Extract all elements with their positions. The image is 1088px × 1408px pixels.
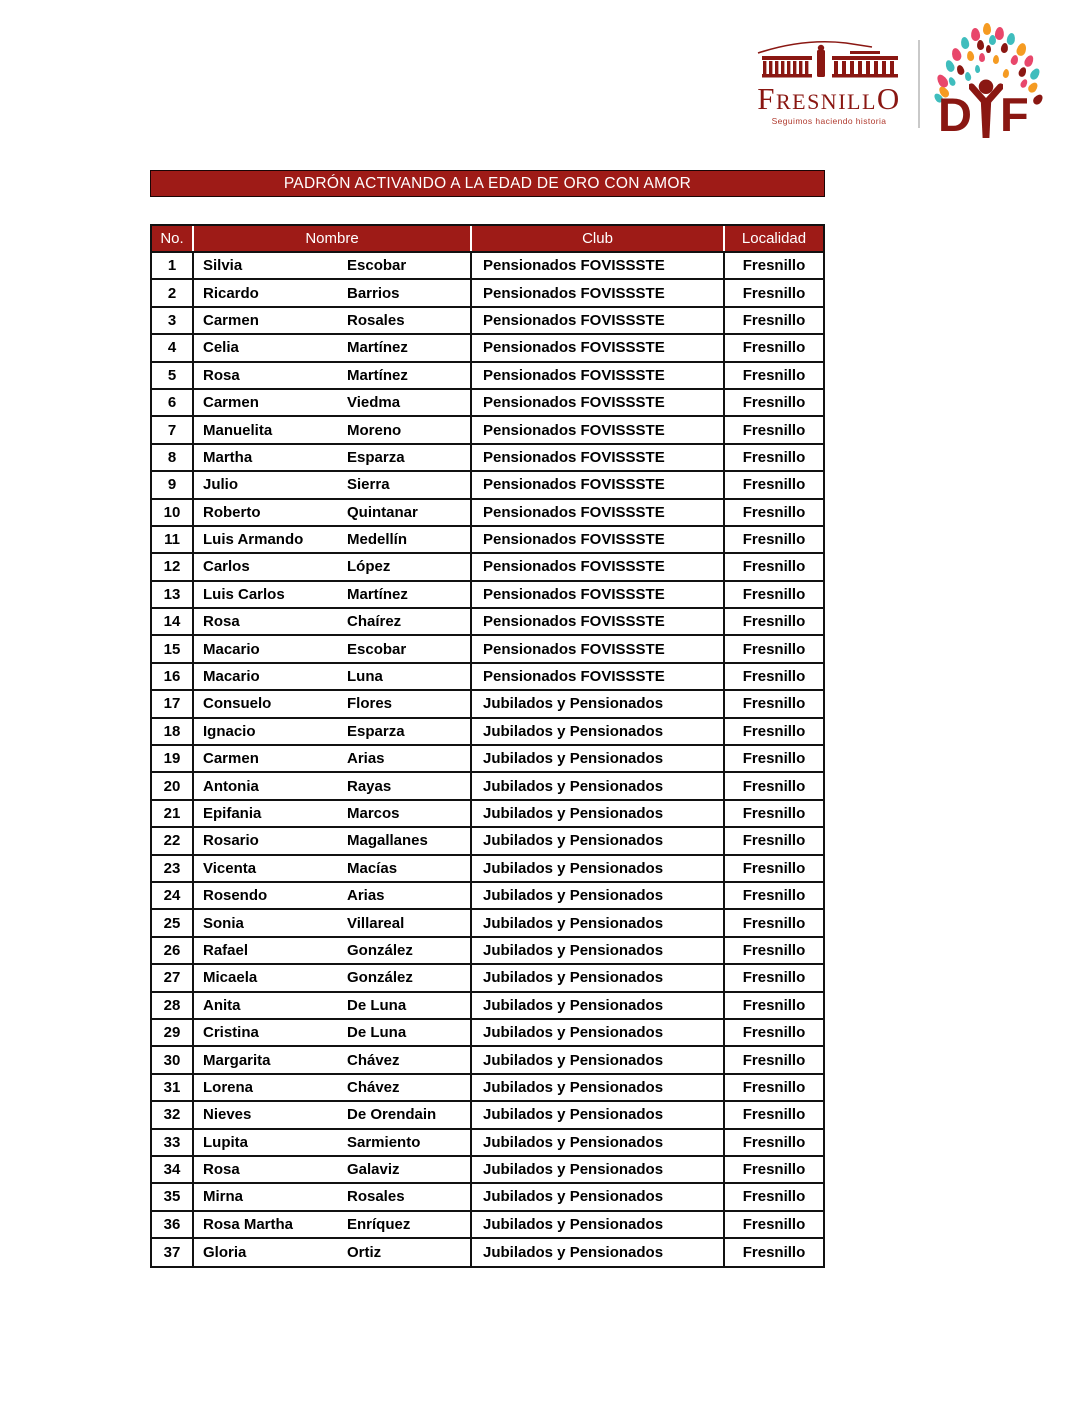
first-name: Rafael: [203, 941, 249, 959]
last-name: Chaírez: [347, 613, 402, 631]
cell-nombre: [194, 445, 472, 470]
cell-club: Jubilados y Pensionados: [472, 773, 725, 798]
cell-localidad: Fresnillo: [742, 394, 806, 412]
cell-nombre: [194, 719, 472, 744]
first-name: Carmen: [203, 394, 259, 412]
cell-nombre: [194, 1020, 472, 1045]
table-row: [152, 253, 823, 280]
table-row: [152, 1212, 823, 1239]
table-row: [152, 1102, 823, 1129]
cell-club: Jubilados y Pensionados: [472, 938, 725, 963]
fresnillo-monument-icon: [754, 36, 904, 82]
cell-no: 29: [152, 1020, 194, 1045]
first-name: Vicenta: [203, 859, 257, 877]
last-name: Marcos: [347, 805, 400, 822]
cell-no: 2: [152, 280, 194, 305]
cell-club: Pensionados FOVISSSTE: [472, 582, 725, 607]
cell-no: 12: [152, 554, 194, 579]
cell-localidad: Fresnillo: [742, 750, 806, 768]
table-row: [152, 993, 823, 1020]
dif-logo: [932, 20, 1046, 141]
cell-nombre: [194, 1239, 472, 1266]
cell-club: Jubilados y Pensionados: [472, 856, 725, 881]
first-name: Anita: [203, 996, 241, 1014]
cell-nombre: [194, 1184, 472, 1209]
cell-nombre: [194, 773, 472, 798]
cell-club: Jubilados y Pensionados: [472, 828, 725, 853]
cell-club: Pensionados FOVISSSTE: [472, 390, 725, 415]
first-name: Consuelo: [203, 695, 272, 713]
cell-no: 13: [152, 582, 194, 607]
dif-leaf-icon: [1028, 67, 1041, 81]
first-name: Rosa: [203, 1161, 240, 1179]
cell-no: 6: [152, 390, 194, 415]
cell-nombre: [194, 417, 472, 442]
cell-club: Pensionados FOVISSSTE: [472, 664, 725, 689]
cell-localidad: Fresnillo: [742, 969, 806, 987]
first-name: Sonia: [203, 914, 244, 932]
dif-person-icon: [969, 78, 1003, 138]
table-row: [152, 746, 823, 773]
last-name: De Luna: [347, 996, 407, 1014]
last-name: Martínez: [347, 366, 408, 384]
first-name: Macario: [203, 668, 260, 686]
first-name: Roberto: [203, 503, 261, 521]
first-name: Carmen: [203, 750, 259, 768]
cell-club: Jubilados y Pensionados: [472, 1239, 725, 1266]
dif-leaf-icon: [950, 47, 962, 62]
first-name: Julio: [203, 476, 239, 494]
cell-club: Jubilados y Pensionados: [472, 801, 725, 826]
dif-leaf-icon: [1006, 32, 1016, 45]
last-name: Quintanar: [347, 503, 418, 521]
table-row: [152, 883, 823, 910]
cell-localidad: Fresnillo: [742, 421, 806, 439]
cell-nombre: [194, 883, 472, 908]
cell-no: 23: [152, 856, 194, 881]
table-row: [152, 938, 823, 965]
last-name: Luna: [347, 668, 383, 686]
first-name: Manuelita: [203, 421, 273, 439]
dif-leaf-icon: [1015, 42, 1028, 57]
first-name: Margarita: [203, 1051, 271, 1069]
fresnillo-tagline: Seguimos haciendo historia: [771, 116, 887, 126]
cell-nombre: [194, 1047, 472, 1072]
last-name: Macías: [347, 859, 398, 877]
cell-nombre: [194, 335, 472, 360]
cell-nombre: [194, 746, 472, 771]
cell-nombre: [194, 500, 472, 525]
cell-club: Jubilados y Pensionados: [472, 1020, 725, 1045]
first-name: Lupita: [203, 1133, 248, 1151]
cell-no: 3: [152, 308, 194, 333]
cell-club: Jubilados y Pensionados: [472, 883, 725, 908]
cell-no: 21: [152, 801, 194, 826]
cell-localidad: Fresnillo: [742, 613, 806, 631]
last-name: Martínez: [347, 339, 408, 357]
cell-club: Jubilados y Pensionados: [472, 691, 725, 716]
cell-localidad: Fresnillo: [742, 914, 806, 932]
table-row: [152, 719, 823, 746]
cell-localidad: Fresnillo: [742, 832, 806, 850]
cell-localidad: Fresnillo: [742, 476, 806, 494]
last-name: De Orendain: [347, 1106, 437, 1124]
cell-no: 24: [152, 883, 194, 908]
last-name: Magallanes: [347, 832, 428, 850]
cell-localidad: Fresnillo: [742, 257, 806, 275]
last-name: Esparza: [347, 722, 405, 740]
roster-table-body: [152, 253, 823, 1266]
cell-localidad: Fresnillo: [742, 805, 806, 822]
first-name: Rosa: [203, 613, 240, 631]
table-row: [152, 636, 823, 663]
dif-leaf-icon: [975, 65, 981, 73]
cell-nombre: [194, 1102, 472, 1127]
cell-nombre: [194, 308, 472, 333]
last-name: Viedma: [347, 394, 401, 412]
last-name: Martínez: [347, 585, 408, 603]
dif-letter-d: D: [938, 87, 972, 141]
first-name: Carlos: [203, 558, 250, 576]
last-name: Esparza: [347, 448, 405, 466]
cell-no: 32: [152, 1102, 194, 1127]
roster-table: [150, 224, 825, 1268]
cell-club: Jubilados y Pensionados: [472, 1130, 725, 1155]
table-row: [152, 527, 823, 554]
table-row: [152, 390, 823, 417]
dif-leaf-icon: [944, 59, 956, 73]
table-row: [152, 1020, 823, 1047]
last-name: Chávez: [347, 1078, 400, 1096]
dif-leaf-icon: [1023, 54, 1035, 68]
cell-no: 19: [152, 746, 194, 771]
cell-localidad: Fresnillo: [742, 640, 806, 658]
table-row: [152, 554, 823, 581]
cell-localidad: Fresnillo: [742, 311, 806, 329]
dif-leaf-icon: [986, 45, 991, 53]
table-row: [152, 472, 823, 499]
first-name: Ignacio: [203, 722, 256, 740]
cell-club: Pensionados FOVISSSTE: [472, 445, 725, 470]
cell-no: 18: [152, 719, 194, 744]
cell-club: Jubilados y Pensionados: [472, 1102, 725, 1127]
cell-nombre: [194, 472, 472, 497]
first-name: Antonia: [203, 777, 259, 795]
dif-leaf-icon: [979, 53, 985, 62]
cell-club: Pensionados FOVISSSTE: [472, 609, 725, 634]
last-name: Arias: [347, 750, 385, 768]
first-name: Gloria: [203, 1244, 247, 1262]
cell-nombre: [194, 856, 472, 881]
cell-localidad: Fresnillo: [742, 1106, 806, 1124]
table-row: [152, 691, 823, 718]
first-name: Carmen: [203, 311, 259, 329]
dif-leaf-icon: [960, 36, 970, 49]
table-row: [152, 280, 823, 307]
cell-localidad: Fresnillo: [742, 366, 806, 384]
last-name: González: [347, 969, 413, 987]
cell-localidad: Fresnillo: [742, 585, 806, 603]
cell-no: 7: [152, 417, 194, 442]
cell-no: 16: [152, 664, 194, 689]
cell-club: Jubilados y Pensionados: [472, 965, 725, 990]
dif-wordmark: [938, 76, 1029, 141]
table-row: [152, 856, 823, 883]
cell-nombre: [194, 664, 472, 689]
cell-localidad: Fresnillo: [742, 1188, 806, 1206]
cell-nombre: [194, 691, 472, 716]
cell-no: 30: [152, 1047, 194, 1072]
first-name: Micaela: [203, 969, 258, 987]
fresnillo-wordmark: FRESNILLO: [757, 81, 901, 116]
last-name: Enríquez: [347, 1215, 411, 1233]
cell-no: 22: [152, 828, 194, 853]
cell-localidad: Fresnillo: [742, 284, 806, 302]
cell-no: 9: [152, 472, 194, 497]
cell-no: 1: [152, 253, 194, 278]
cell-no: 31: [152, 1075, 194, 1100]
cell-club: Jubilados y Pensionados: [472, 1075, 725, 1100]
first-name: Martha: [203, 448, 253, 466]
first-name: Rosa: [203, 366, 240, 384]
cell-nombre: [194, 993, 472, 1018]
cell-nombre: [194, 910, 472, 935]
table-row: [152, 363, 823, 390]
last-name: González: [347, 941, 413, 959]
dif-letter-f: F: [999, 87, 1029, 141]
first-name: Cristina: [203, 1024, 259, 1042]
cell-club: Pensionados FOVISSSTE: [472, 253, 725, 278]
cell-localidad: Fresnillo: [742, 448, 806, 466]
cell-no: 33: [152, 1130, 194, 1155]
cell-club: Jubilados y Pensionados: [472, 910, 725, 935]
cell-no: 37: [152, 1239, 194, 1266]
cell-nombre: [194, 965, 472, 990]
table-row: [152, 801, 823, 828]
cell-no: 4: [152, 335, 194, 360]
table-row: [152, 1184, 823, 1211]
dif-leaf-icon: [1031, 93, 1044, 107]
last-name: Barrios: [347, 284, 400, 302]
cell-club: Pensionados FOVISSSTE: [472, 636, 725, 661]
table-row: [152, 335, 823, 362]
cell-nombre: [194, 636, 472, 661]
table-row: [152, 417, 823, 444]
first-name: Epifania: [203, 805, 262, 822]
table-row: [152, 500, 823, 527]
cell-localidad: Fresnillo: [742, 722, 806, 740]
last-name: Ortiz: [347, 1244, 382, 1262]
dif-leaf-icon: [977, 40, 985, 50]
first-name: Macario: [203, 640, 260, 658]
first-name: Lorena: [203, 1078, 254, 1096]
cell-nombre: [194, 253, 472, 278]
cell-club: Pensionados FOVISSSTE: [472, 363, 725, 388]
dif-leaf-icon: [1010, 54, 1019, 65]
dif-leaf-icon: [994, 27, 1004, 41]
table-row: [152, 664, 823, 691]
cell-club: Pensionados FOVISSSTE: [472, 417, 725, 442]
column-header-club: Club: [472, 226, 725, 251]
cell-localidad: Fresnillo: [742, 558, 806, 576]
cell-localidad: Fresnillo: [742, 859, 806, 877]
table-row: [152, 1239, 823, 1266]
cell-no: 11: [152, 527, 194, 552]
table-row: [152, 773, 823, 800]
cell-localidad: Fresnillo: [742, 1051, 806, 1069]
last-name: Rosales: [347, 311, 405, 329]
first-name: Nieves: [203, 1106, 252, 1124]
last-name: Chávez: [347, 1051, 400, 1069]
cell-localidad: Fresnillo: [742, 503, 806, 521]
cell-nombre: [194, 1075, 472, 1100]
last-name: Villareal: [347, 914, 405, 932]
last-name: Medellín: [347, 531, 408, 549]
cell-nombre: [194, 938, 472, 963]
cell-localidad: Fresnillo: [742, 777, 806, 795]
cell-club: Pensionados FOVISSSTE: [472, 280, 725, 305]
last-name: Rosales: [347, 1188, 405, 1206]
dif-leaf-icon: [983, 23, 991, 35]
cell-localidad: Fresnillo: [742, 887, 806, 905]
last-name: Rayas: [347, 777, 392, 795]
table-row: [152, 1157, 823, 1184]
cell-club: Pensionados FOVISSSTE: [472, 500, 725, 525]
table-row: [152, 1075, 823, 1102]
cell-no: 25: [152, 910, 194, 935]
table-row: [152, 828, 823, 855]
cell-localidad: Fresnillo: [742, 1024, 806, 1042]
last-name: Moreno: [347, 421, 402, 439]
column-header-no: No.: [152, 226, 194, 251]
cell-club: Pensionados FOVISSSTE: [472, 472, 725, 497]
first-name: Celia: [203, 339, 239, 357]
cell-nombre: [194, 801, 472, 826]
cell-localidad: Fresnillo: [742, 996, 806, 1014]
cell-no: 17: [152, 691, 194, 716]
cell-nombre: [194, 1130, 472, 1155]
cell-club: Jubilados y Pensionados: [472, 719, 725, 744]
table-row: [152, 609, 823, 636]
column-header-localidad: Localidad: [741, 230, 807, 247]
last-name: Sarmiento: [347, 1133, 421, 1151]
first-name: Luis Carlos: [203, 585, 285, 603]
cell-nombre: [194, 1157, 472, 1182]
cell-localidad: Fresnillo: [742, 1078, 806, 1096]
cell-localidad: Fresnillo: [742, 1215, 806, 1233]
cell-club: Jubilados y Pensionados: [472, 1212, 725, 1237]
cell-no: 20: [152, 773, 194, 798]
logo-divider: [918, 40, 920, 128]
cell-club: Pensionados FOVISSSTE: [472, 554, 725, 579]
cell-no: 8: [152, 445, 194, 470]
dif-leaf-icon: [1000, 43, 1008, 54]
first-name: Ricardo: [203, 284, 259, 302]
table-row: [152, 582, 823, 609]
first-name: Luis Armando: [203, 531, 304, 549]
cell-localidad: Fresnillo: [742, 1244, 806, 1262]
cell-no: 14: [152, 609, 194, 634]
cell-club: Jubilados y Pensionados: [472, 1157, 725, 1182]
cell-no: 28: [152, 993, 194, 1018]
last-name: Flores: [347, 695, 393, 713]
table-row: [152, 308, 823, 335]
last-name: Escobar: [347, 640, 407, 658]
last-name: De Luna: [347, 1024, 407, 1042]
cell-nombre: [194, 582, 472, 607]
table-row: [152, 910, 823, 937]
cell-no: 35: [152, 1184, 194, 1209]
cell-club: Pensionados FOVISSSTE: [472, 527, 725, 552]
page-title: PADRÓN ACTIVANDO A LA EDAD DE ORO CON AMOR: [150, 170, 825, 197]
cell-localidad: Fresnillo: [742, 941, 806, 959]
cell-no: 5: [152, 363, 194, 388]
cell-club: Pensionados FOVISSSTE: [472, 335, 725, 360]
dif-leaf-icon: [993, 55, 1000, 64]
last-name: Sierra: [347, 476, 390, 494]
cell-nombre: [194, 527, 472, 552]
table-row: [152, 445, 823, 472]
cell-club: Jubilados y Pensionados: [472, 993, 725, 1018]
table-row: [152, 1130, 823, 1157]
cell-no: 15: [152, 636, 194, 661]
cell-localidad: Fresnillo: [742, 1133, 806, 1151]
cell-no: 36: [152, 1212, 194, 1237]
cell-no: 10: [152, 500, 194, 525]
last-name: Escobar: [347, 257, 407, 275]
cell-localidad: Fresnillo: [742, 1161, 806, 1179]
first-name: Rosa Martha: [203, 1215, 294, 1233]
cell-club: Pensionados FOVISSSTE: [472, 308, 725, 333]
table-header-row: [152, 226, 823, 253]
cell-localidad: Fresnillo: [742, 531, 806, 549]
cell-nombre: [194, 363, 472, 388]
cell-club: Jubilados y Pensionados: [472, 1184, 725, 1209]
cell-club: Jubilados y Pensionados: [472, 746, 725, 771]
first-name: Rosendo: [203, 887, 268, 905]
cell-no: 26: [152, 938, 194, 963]
cell-localidad: Fresnillo: [742, 339, 806, 357]
cell-nombre: [194, 554, 472, 579]
dif-leaf-icon: [989, 35, 996, 45]
last-name: Galaviz: [347, 1161, 400, 1179]
cell-no: 27: [152, 965, 194, 990]
cell-nombre: [194, 390, 472, 415]
last-name: López: [347, 558, 391, 576]
cell-club: Jubilados y Pensionados: [472, 1047, 725, 1072]
table-row: [152, 965, 823, 992]
cell-no: 34: [152, 1157, 194, 1182]
column-header-nombre: Nombre: [194, 226, 472, 251]
first-name: Silvia: [203, 257, 243, 275]
table-row: [152, 1047, 823, 1074]
first-name: Mirna: [203, 1188, 244, 1206]
cell-localidad: Fresnillo: [742, 668, 806, 686]
last-name: Arias: [347, 887, 385, 905]
cell-localidad: Fresnillo: [742, 695, 806, 713]
cell-nombre: [194, 1212, 472, 1237]
first-name: Rosario: [203, 832, 259, 850]
cell-nombre: [194, 828, 472, 853]
fresnillo-logo: [748, 36, 910, 126]
dif-leaf-icon: [966, 51, 974, 62]
cell-nombre: [194, 609, 472, 634]
cell-nombre: [194, 280, 472, 305]
